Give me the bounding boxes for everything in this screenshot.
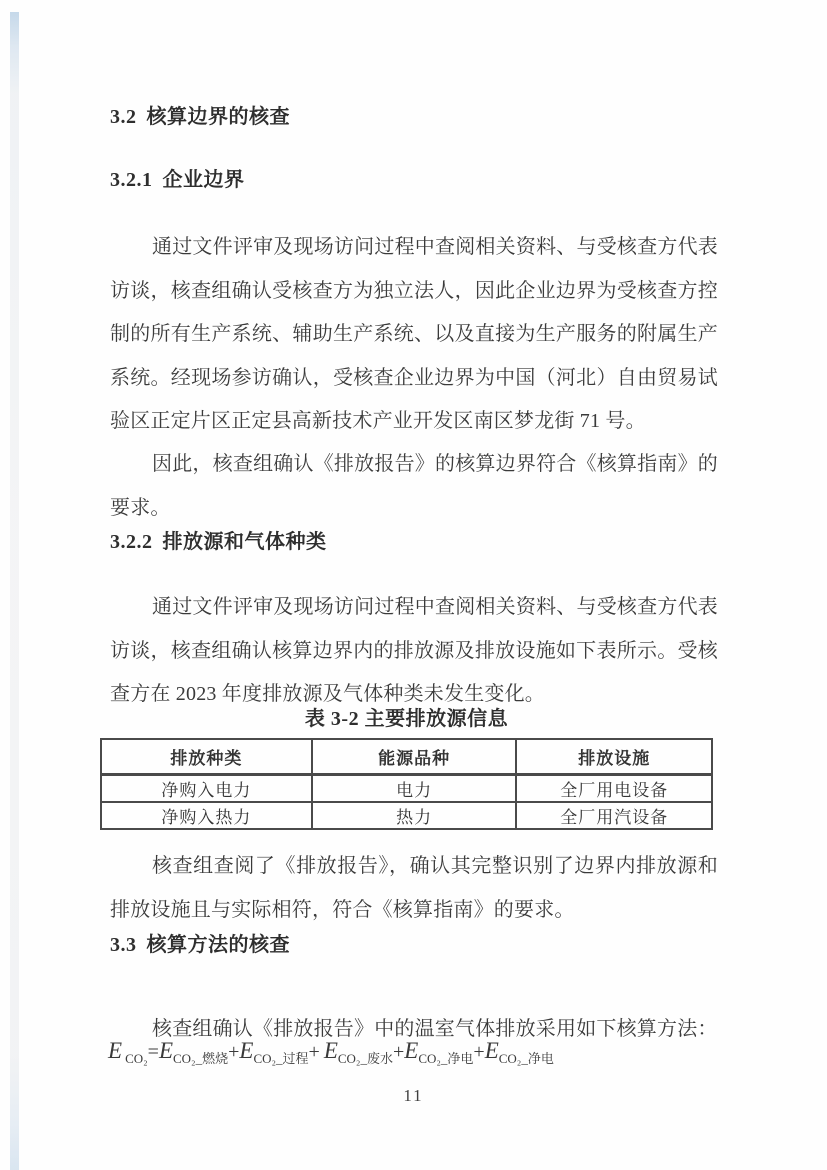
emission-sources-table xyxy=(100,738,713,830)
paragraph-method-intro: 核查组确认《排放报告》中的温室气体排放采用如下核算方法： xyxy=(152,1018,718,1040)
formula-term-sub: CO₂_过程 xyxy=(253,1051,309,1066)
equals-sign: = xyxy=(147,1041,159,1063)
table-header-facility: 排放设施 xyxy=(516,739,712,775)
section-heading-3-2 xyxy=(110,104,290,130)
plus-sign: + xyxy=(308,1041,320,1063)
paragraph-emission-sources: 通过文件评审及现场访问过程中查阅相关资料、与受核查方代表访谈，核查组确认核算边界内的排放源及排放设施如下表所示。受核查方在 2023 年度排放源及气体种类未发生变化。 xyxy=(110,596,718,705)
formula-term-sub: CO₂_净电 xyxy=(418,1051,474,1066)
section-title: 排放源和气体种类 xyxy=(162,531,327,553)
section-number: 3.2.1 xyxy=(110,169,153,191)
section-title: 核算方法的核查 xyxy=(146,934,290,956)
table-cell: 净购入电力 xyxy=(101,775,312,803)
section-heading-3-2-1 xyxy=(110,167,245,193)
co2-emission-formula xyxy=(108,1038,554,1064)
table-header-row xyxy=(101,739,712,775)
table-caption: 表 3-2 主要排放源信息 xyxy=(304,708,509,730)
table-cell: 全厂用电设备 xyxy=(516,775,712,803)
formula-term-base: E xyxy=(323,1038,338,1063)
paragraph-boundary-conclusion: 因此，核查组确认《排放报告》的核算边界符合《核算指南》的要求。 xyxy=(110,453,718,519)
section-title: 核算边界的核查 xyxy=(146,106,290,128)
formula-lhs-base: E xyxy=(108,1038,123,1063)
table-header-energy-type: 能源品种 xyxy=(312,739,517,775)
page-number: 11 xyxy=(403,1086,424,1105)
plus-sign: + xyxy=(392,1041,405,1063)
table-row xyxy=(101,802,712,829)
section-heading-3-3 xyxy=(110,932,290,958)
formula-term-sub: CO₂_净电 xyxy=(498,1051,554,1066)
plus-sign: + xyxy=(228,1041,240,1063)
formula-term-sub: CO₂_燃烧 xyxy=(173,1051,229,1066)
formula-term-base: E xyxy=(404,1038,419,1063)
section-number: 3.3 xyxy=(110,934,137,956)
table-cell: 热力 xyxy=(312,802,517,829)
section-title: 企业边界 xyxy=(162,169,245,191)
formula-lhs-sub: CO₂ xyxy=(125,1051,148,1066)
paragraph-enterprise-boundary: 通过文件评审及现场访问过程中查阅相关资料、与受核查方代表访谈，核查组确认受核查方为独立法人，因此企业边界为受核查方控制的所有生产系统、辅助生产系统、以及直接为生产服务的附属生产系统。经现场参访确认，受核查企业边界为中国（河北）自由贸易试验区正定片区正定县高新技术产业开发区南区梦龙街 71 号。 xyxy=(110,236,718,432)
formula-term-base: E xyxy=(158,1038,173,1063)
formula-term-sub: CO₂_废水 xyxy=(337,1051,393,1066)
table-header-emission-type: 排放种类 xyxy=(101,739,312,775)
section-heading-3-2-2 xyxy=(110,529,327,555)
table-cell: 净购入热力 xyxy=(101,802,312,829)
section-number: 3.2 xyxy=(110,106,137,128)
plus-sign: + xyxy=(473,1041,485,1063)
table-row xyxy=(101,775,712,803)
formula-term-base: E xyxy=(484,1038,499,1063)
section-number: 3.2.2 xyxy=(110,531,153,553)
table-cell: 电力 xyxy=(312,775,517,803)
formula-term-base: E xyxy=(239,1038,254,1063)
scan-edge-artifact xyxy=(10,12,19,1170)
paragraph-sources-conclusion: 核查组查阅了《排放报告》，确认其完整识别了边界内排放源和排放设施且与实际相符，符合《核算指南》的要求。 xyxy=(110,855,718,921)
table-cell: 全厂用汽设备 xyxy=(516,802,712,829)
